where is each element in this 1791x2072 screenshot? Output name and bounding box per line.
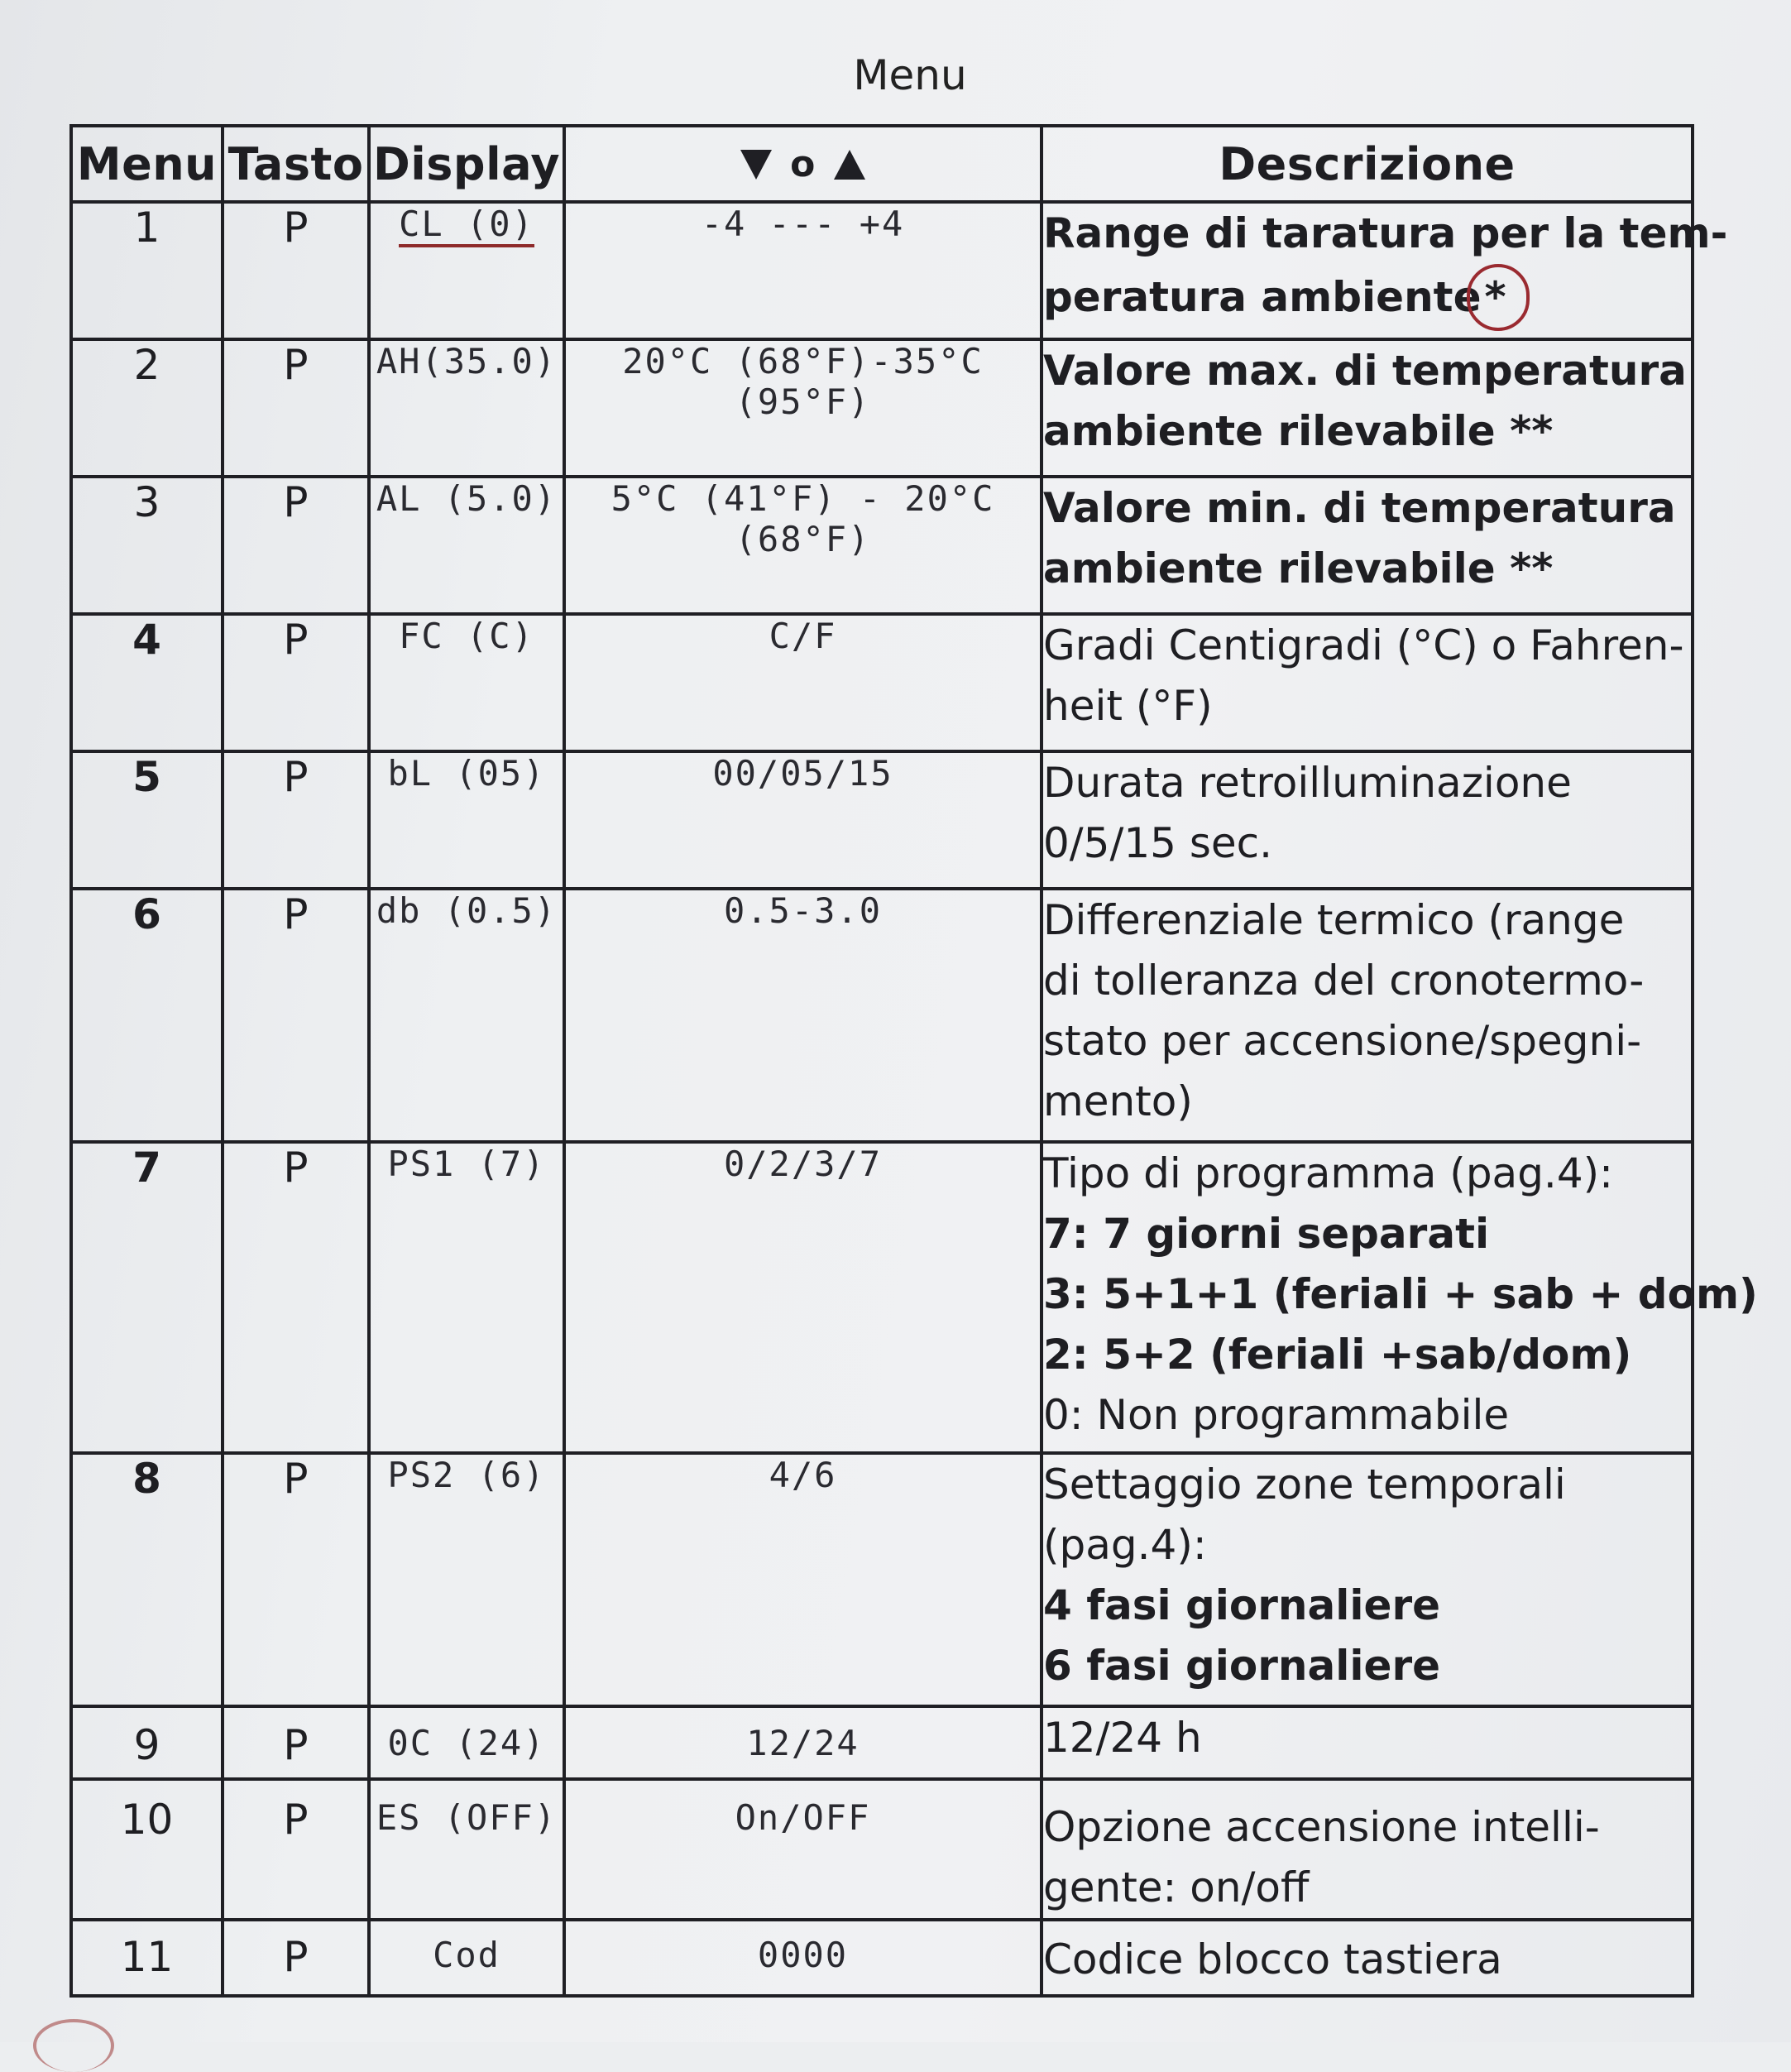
table-row xyxy=(71,477,1693,614)
asterisk-text: * xyxy=(1484,273,1506,321)
description-line: Range di taratura per la tem- xyxy=(1043,209,1728,257)
cell-menu: 4 xyxy=(71,614,223,751)
cell-display: Cod xyxy=(369,1920,564,1996)
description-line: (pag.4): xyxy=(1043,1521,1207,1569)
cell-menu: 10 xyxy=(71,1779,223,1920)
cell-tasto: P xyxy=(223,339,369,477)
cell-menu: 7 xyxy=(71,1142,223,1453)
description-line: ambiente rilevabile ** xyxy=(1043,407,1554,455)
cell-description xyxy=(1042,1453,1693,1706)
cell-tasto: P xyxy=(223,1142,369,1453)
cell-menu: 11 xyxy=(71,1920,223,1996)
description-line: 2: 5+2 (feriali +sab/dom) xyxy=(1043,1331,1632,1379)
cell-display: db (0.5) xyxy=(369,889,564,1142)
cell-description xyxy=(1042,1706,1693,1779)
description-line: Durata retroilluminazione xyxy=(1043,759,1572,807)
description-line: heit (°F) xyxy=(1043,682,1213,730)
table-row xyxy=(71,1453,1693,1706)
header-display: Display xyxy=(369,126,564,202)
header-menu: Menu xyxy=(71,126,223,202)
cell-range: 12/24 xyxy=(564,1706,1042,1779)
description-line: 0/5/15 sec. xyxy=(1043,819,1273,867)
cell-tasto: P xyxy=(223,202,369,339)
cell-description xyxy=(1042,477,1693,614)
triangle-down-icon xyxy=(740,150,772,180)
cell-menu: 5 xyxy=(71,751,223,889)
cell-tasto: P xyxy=(223,1453,369,1706)
cell-display: ES (OFF) xyxy=(369,1779,564,1920)
table-row xyxy=(71,339,1693,477)
description-line: 7: 7 giorni separati xyxy=(1043,1210,1490,1258)
header-description: Descrizione xyxy=(1042,126,1693,202)
cell-range: 0/2/3/7 xyxy=(564,1142,1042,1453)
cell-tasto: P xyxy=(223,1706,369,1779)
cell-tasto: P xyxy=(223,751,369,889)
cell-display: AL (5.0) xyxy=(369,477,564,614)
cell-range: -4 --- +4 xyxy=(564,202,1042,339)
cell-menu: 9 xyxy=(71,1706,223,1779)
description-line: Gradi Centigradi (°C) o Fahren- xyxy=(1043,621,1684,669)
menu-table xyxy=(69,124,1758,1998)
description-line: 6 fasi giornaliere xyxy=(1043,1642,1441,1690)
cell-menu: 8 xyxy=(71,1453,223,1706)
cell-range: On/OFF xyxy=(564,1779,1042,1920)
table-row xyxy=(71,614,1693,751)
cell-display: PS2 (6) xyxy=(369,1453,564,1706)
description-line: di tolleranza del cronotermo- xyxy=(1043,957,1645,1005)
cell-description xyxy=(1042,339,1693,477)
display-value: CL (0) xyxy=(399,204,534,247)
table-row xyxy=(71,202,1693,339)
cell-menu: 2 xyxy=(71,339,223,477)
cell-description xyxy=(1042,1920,1693,1996)
cell-description xyxy=(1042,1779,1693,1920)
description-line: Differenziale termico (range xyxy=(1043,896,1625,944)
cell-menu: 3 xyxy=(71,477,223,614)
table-row xyxy=(71,1706,1693,1779)
cell-tasto: P xyxy=(223,477,369,614)
description-line: 12/24 h xyxy=(1043,1714,1202,1762)
description-line: mento) xyxy=(1043,1077,1193,1125)
cell-description xyxy=(1042,1142,1758,1453)
pen-mark xyxy=(33,2019,114,2072)
description-line: Opzione accensione intelli- xyxy=(1043,1803,1600,1851)
cell-range: 20°C (68°F)-35°C (95°F) xyxy=(564,339,1042,477)
table-row xyxy=(71,1920,1693,1996)
description-line: Settaggio zone temporali xyxy=(1043,1460,1566,1508)
cell-description xyxy=(1042,614,1693,751)
cell-range: 0.5-3.0 xyxy=(564,889,1042,1142)
header-range xyxy=(564,126,1042,202)
cell-display: 0C (24) xyxy=(369,1706,564,1779)
header-range-or: o xyxy=(790,143,816,185)
description-line: 0: Non programmabile xyxy=(1043,1391,1510,1439)
table-row xyxy=(71,1779,1693,1920)
description-line: Valore min. di temperatura xyxy=(1043,484,1676,532)
description-line: Tipo di programma (pag.4): xyxy=(1043,1149,1613,1197)
cell-tasto: P xyxy=(223,614,369,751)
triangle-up-icon xyxy=(834,150,865,180)
cell-tasto: P xyxy=(223,1779,369,1920)
table-row xyxy=(71,889,1693,1142)
cell-description xyxy=(1042,751,1693,889)
description-line: Valore max. di temperatura xyxy=(1043,347,1687,395)
description-line: stato per accensione/spegni- xyxy=(1043,1017,1642,1065)
cell-menu: 1 xyxy=(71,202,223,339)
description-line: 4 fasi giornaliere xyxy=(1043,1581,1441,1629)
circled-asterisk xyxy=(1467,264,1530,331)
description-line xyxy=(1043,264,1691,331)
table-row xyxy=(71,751,1693,889)
cell-display: FC (C) xyxy=(369,614,564,751)
cell-display xyxy=(369,202,564,339)
description-text: peratura ambiente xyxy=(1043,273,1482,321)
table-header-row xyxy=(71,126,1693,202)
cell-menu: 6 xyxy=(71,889,223,1142)
cell-description xyxy=(1042,202,1728,339)
cell-tasto: P xyxy=(223,1920,369,1996)
description-line: gente: on/off xyxy=(1043,1863,1310,1911)
cell-display: bL (05) xyxy=(369,751,564,889)
cell-tasto: P xyxy=(223,889,369,1142)
cell-range: C/F xyxy=(564,614,1042,751)
description-line: ambiente rilevabile ** xyxy=(1043,544,1554,592)
cell-range: 4/6 xyxy=(564,1453,1042,1706)
description-line: 3: 5+1+1 (feriali + sab + dom) xyxy=(1043,1270,1758,1318)
header-tasto: Tasto xyxy=(223,126,369,202)
cell-range: 0000 xyxy=(564,1920,1042,1996)
table-row xyxy=(71,1142,1693,1453)
cell-display: AH(35.0) xyxy=(369,339,564,477)
page-title: Menu xyxy=(853,51,967,99)
cell-range: 00/05/15 xyxy=(564,751,1042,889)
cell-display: PS1 (7) xyxy=(369,1142,564,1453)
cell-range: 5°C (41°F) - 20°C (68°F) xyxy=(564,477,1042,614)
description-line: Codice blocco tastiera xyxy=(1043,1935,1502,1983)
cell-description xyxy=(1042,889,1693,1142)
